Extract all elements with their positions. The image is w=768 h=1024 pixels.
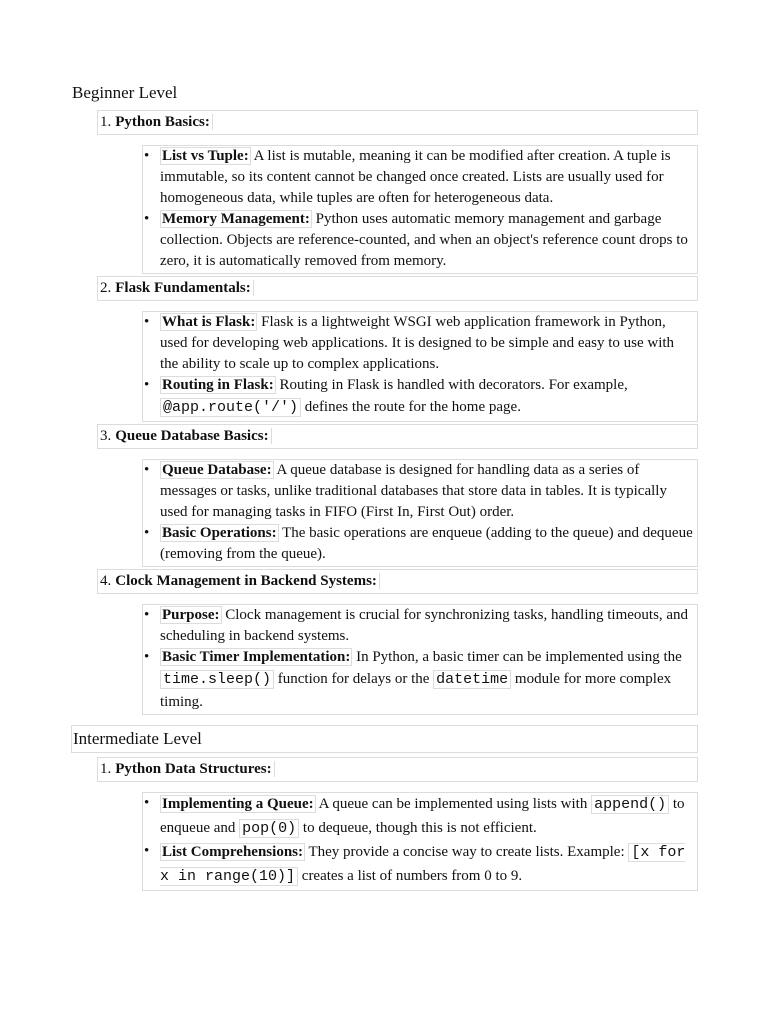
code-snippet: pop(0) (239, 819, 299, 838)
topic-item (97, 569, 698, 715)
detail-item (143, 523, 693, 565)
bullet-icon: • (144, 795, 150, 811)
topic-number: 1. (100, 114, 112, 130)
detail-text: function for delays or the (274, 671, 434, 687)
detail-text: A queue database is designed for handling data as a series of messages or tasks, unlike traditional databases that store data in tables. It is typically used for managing tasks in FIFO (First In, First Out) order. (160, 462, 667, 520)
code-snippet: append() (591, 795, 669, 814)
detail-text: They provide a concise way to create lists. Example: (308, 844, 629, 860)
topic-list (71, 757, 698, 891)
detail-term: Routing in Flask: (162, 377, 274, 393)
topic-number: 4. (100, 573, 112, 589)
bullet-icon: • (144, 462, 150, 478)
detail-item (143, 841, 693, 889)
topic-number: 1. (100, 761, 112, 777)
topic-list (71, 110, 698, 715)
detail-list (143, 312, 693, 420)
detail-text: Python uses automatic memory management and garbage collection. Objects are reference-counted, and when an object's reference count drops to zero, it is automatically removed from memory. (160, 211, 688, 269)
detail-text: Flask is a lightweight WSGI web application framework in Python, used for developing web applications. It is designed to be simple and easy to use with the ability to scale up to complex applications. (160, 314, 675, 372)
bullet-icon: • (144, 314, 150, 330)
topic-details (142, 792, 698, 891)
topic-details (142, 145, 698, 274)
topic-label: Queue Database Basics: (115, 428, 271, 444)
detail-text: In Python, a basic timer can be implemented using the (356, 649, 682, 665)
detail-text: The basic operations are enqueue (adding to the queue) and dequeue (removing from the queue). (160, 525, 693, 562)
detail-item (143, 460, 693, 523)
detail-text: A queue can be implemented using lists with (318, 796, 592, 812)
topic-heading (97, 276, 698, 301)
detail-list (143, 793, 693, 889)
detail-item (143, 209, 693, 272)
detail-list (143, 146, 693, 272)
bullet-icon: • (144, 211, 150, 227)
section-title: Beginner Level (72, 83, 178, 102)
detail-text: A list is mutable, meaning it can be modified after creation. A tuple is immutable, so its content cannot be changed once created. Lists are usually used for homogeneous data, while tuples are often for heterogeneous data. (160, 148, 671, 206)
topic-item (97, 424, 698, 567)
topic-details (142, 311, 698, 422)
detail-text: to enqueue and (160, 796, 685, 836)
detail-text: module for more complex timing. (160, 671, 672, 710)
bullet-icon: • (144, 843, 150, 859)
code-snippet: [x for x in range(10)] (160, 844, 686, 885)
topic-details (142, 459, 698, 567)
code-snippet: datetime (433, 670, 511, 689)
detail-term: Basic Operations: (162, 525, 277, 541)
detail-term: Implementing a Queue: (162, 796, 314, 812)
topic-item (97, 276, 698, 422)
code-snippet: @app.route('/') (160, 398, 301, 417)
detail-text: to dequeue, though this is not efficient. (299, 820, 537, 836)
detail-term: What is Flask: (162, 314, 256, 330)
topic-label: Python Basics: (115, 114, 213, 130)
detail-item (143, 793, 693, 841)
topic-number: 3. (100, 428, 112, 444)
topic-item (97, 757, 698, 891)
topic-number: 2. (100, 280, 112, 296)
document-body (71, 80, 698, 891)
detail-text: Routing in Flask is handled with decorators. For example, (279, 377, 628, 393)
topic-heading (97, 757, 698, 782)
topic-heading (97, 569, 698, 594)
detail-item (143, 647, 693, 713)
detail-term: Basic Timer Implementation: (162, 649, 351, 665)
detail-text: defines the route for the home page. (301, 399, 521, 415)
topic-label: Python Data Structures: (115, 761, 274, 777)
detail-text: Clock management is crucial for synchronizing tasks, handling timeouts, and scheduling in backend systems. (160, 607, 689, 644)
detail-list (143, 460, 693, 565)
detail-item (143, 605, 693, 647)
bullet-icon: • (144, 148, 150, 164)
detail-term: List vs Tuple: (162, 148, 249, 164)
bullet-icon: • (144, 525, 150, 541)
topic-item (97, 110, 698, 274)
section-title: Intermediate Level (71, 725, 698, 753)
detail-text: creates a list of numbers from 0 to 9. (298, 868, 523, 884)
bullet-icon: • (144, 377, 150, 393)
topic-label: Flask Fundamentals: (115, 280, 253, 296)
detail-term: Memory Management: (162, 211, 310, 227)
detail-term: Queue Database: (162, 462, 272, 478)
detail-term: Purpose: (162, 607, 220, 623)
code-snippet: time.sleep() (160, 670, 274, 689)
detail-item (143, 146, 693, 209)
detail-item (143, 312, 693, 375)
topic-heading (97, 110, 698, 135)
detail-list (143, 605, 693, 713)
detail-term: List Comprehensions: (162, 844, 303, 860)
topic-details (142, 604, 698, 715)
bullet-icon: • (144, 649, 150, 665)
bullet-icon: • (144, 607, 150, 623)
detail-item (143, 375, 693, 420)
topic-label: Clock Management in Backend Systems: (115, 573, 380, 589)
topic-heading (97, 424, 698, 449)
